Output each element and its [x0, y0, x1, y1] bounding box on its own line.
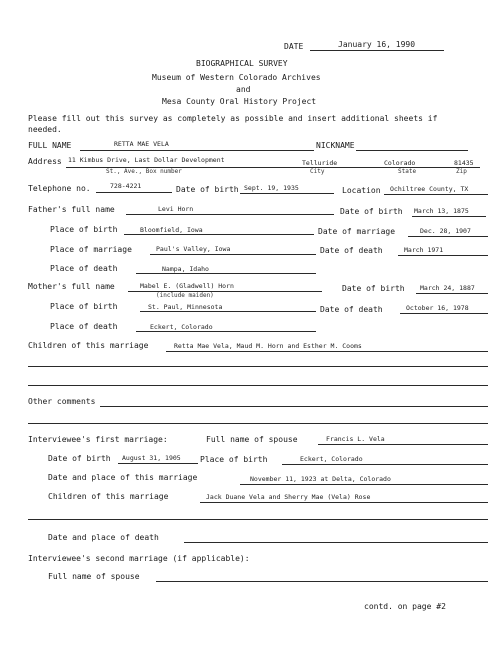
date-value: January 16, 1990 [338, 40, 416, 49]
marriage-date-place: November 11, 1923 at Delta, Colorado [250, 475, 391, 483]
mother-pod-line [136, 331, 316, 332]
spouse-pob-line [282, 464, 488, 465]
telephone-label: Telephone no. [28, 184, 91, 193]
spouse-death-line [184, 542, 488, 543]
father-dob: March 13, 1875 [414, 207, 469, 215]
first-children-extra-line [28, 519, 488, 520]
address-zip-caption: Zip [456, 168, 467, 175]
spouse-dob-line [118, 463, 198, 464]
other-comments-line-2 [28, 423, 488, 424]
address-street: 11 Kimbus Drive, Last Dollar Development [68, 156, 225, 164]
full-name-value: RETTA MAE VELA [114, 140, 169, 148]
first-spouse-label: Full name of spouse [206, 435, 298, 444]
first-spouse: Francis L. Vela [326, 435, 385, 443]
full-name-line [80, 150, 314, 151]
father-name-line [126, 214, 334, 215]
father-name-label: Father's full name [28, 205, 115, 214]
nickname-line [356, 150, 468, 151]
other-comments-label: Other comments [28, 397, 96, 406]
father-dob-label: Date of birth [340, 207, 403, 216]
org-and: and [236, 85, 251, 94]
address-state-caption: State [398, 168, 417, 175]
children-value: Retta Mae Vela, Maud M. Horn and Esther M. Cooms [174, 342, 362, 350]
instructions: Please fill out this survey as completely as possible and insert additional sheets if needed. [28, 114, 438, 134]
mother-pob-label: Place of birth [50, 302, 118, 311]
first-children: Jack Duane Vela and Sherry Mae (Vela) Rose [206, 493, 371, 501]
father-dom-label: Date of marriage [318, 227, 396, 236]
org-archives: Museum of Western Colorado Archives [152, 73, 321, 82]
father-name: Levi Horn [158, 205, 194, 213]
full-name-label: FULL NAME [28, 141, 72, 150]
survey-title: BIOGRAPHICAL SURVEY [196, 59, 288, 68]
mother-pob-line [140, 311, 316, 312]
mother-maiden-caption: (include maiden) [156, 292, 214, 299]
interviewee-dob-label: Date of birth [176, 185, 239, 194]
location-value: Ochiltree County, TX [390, 185, 469, 193]
father-dob-line [412, 216, 486, 217]
telephone-line [96, 192, 172, 193]
mother-dod: October 16, 1978 [406, 304, 469, 312]
father-pod-line [136, 273, 316, 274]
father-dom: Dec. 28, 1907 [420, 227, 471, 235]
father-pob-line [124, 234, 314, 235]
mother-dob: March 24, 1887 [420, 284, 475, 292]
mother-dod-line [400, 313, 488, 314]
address-city-caption: City [310, 168, 325, 175]
marriage-date-place-label: Date and place of this marriage [48, 473, 198, 482]
spouse-dob-label: Date of birth [48, 454, 111, 463]
father-dom-line [408, 236, 488, 237]
father-pom: Paul's Valley, Iowa [156, 245, 231, 253]
address-label: Address [28, 157, 62, 166]
location-line [384, 194, 488, 195]
address-city: Telluride [302, 159, 338, 167]
interviewee-dob: Sept. 19, 1935 [244, 184, 299, 192]
location-label: Location [342, 186, 381, 195]
mother-dob-label: Date of birth [342, 284, 405, 293]
marriage-date-place-line [240, 484, 488, 485]
father-dod-label: Date of death [320, 246, 383, 255]
father-pom-line [150, 254, 316, 255]
other-comments-line-1 [100, 406, 488, 407]
mother-name: Mabel E. (Gladwell) Horn [140, 282, 234, 290]
address-street-caption: St., Ave., Box number [106, 168, 182, 175]
nickname-label: NICKNAME [316, 141, 355, 150]
continued-note: contd. on page #2 [364, 602, 446, 611]
second-spouse-label: Full name of spouse [48, 572, 140, 581]
spouse-dob: August 31, 1905 [122, 454, 181, 462]
date-line [310, 50, 444, 51]
interviewee-dob-line [240, 193, 334, 194]
mother-pod: Eckert, Colorado [150, 323, 213, 331]
address-zip: 81435 [454, 159, 474, 167]
first-children-line [200, 502, 488, 503]
father-pom-label: Place of marriage [50, 245, 132, 254]
children-line [166, 351, 488, 352]
first-marriage-label: Interviewee's first marriage: [28, 435, 168, 444]
first-children-label: Children of this marriage [48, 492, 169, 501]
second-spouse-line [156, 581, 488, 582]
father-pob: Bloomfield, Iowa [140, 226, 203, 234]
org-oral-history: Mesa County Oral History Project [162, 97, 317, 106]
father-pod-label: Place of death [50, 264, 118, 273]
second-marriage-label: Interviewee's second marriage (if applicable): [28, 554, 250, 563]
mother-pob: St. Paul, Minnesota [148, 303, 223, 311]
mother-pod-label: Place of death [50, 322, 118, 331]
spouse-pob: Eckert, Colorado [300, 455, 363, 463]
father-dod: March 1971 [404, 246, 444, 254]
mother-dob-line [416, 293, 488, 294]
date-label: DATE [284, 42, 304, 51]
address-state: Colorado [384, 159, 416, 167]
father-pod: Nampa, Idaho [162, 265, 209, 273]
children-extra-line-2 [28, 385, 488, 386]
mother-name-label: Mother's full name [28, 282, 115, 291]
telephone-value: 728-4221 [110, 182, 142, 190]
father-pob-label: Place of birth [50, 225, 118, 234]
children-label: Children of this marriage [28, 341, 149, 350]
spouse-death-label: Date and place of death [48, 533, 159, 542]
spouse-pob-label: Place of birth [200, 455, 268, 464]
first-spouse-line [318, 444, 488, 445]
children-extra-line-1 [28, 366, 488, 367]
father-dod-line [398, 255, 488, 256]
mother-dod-label: Date of death [320, 305, 383, 314]
